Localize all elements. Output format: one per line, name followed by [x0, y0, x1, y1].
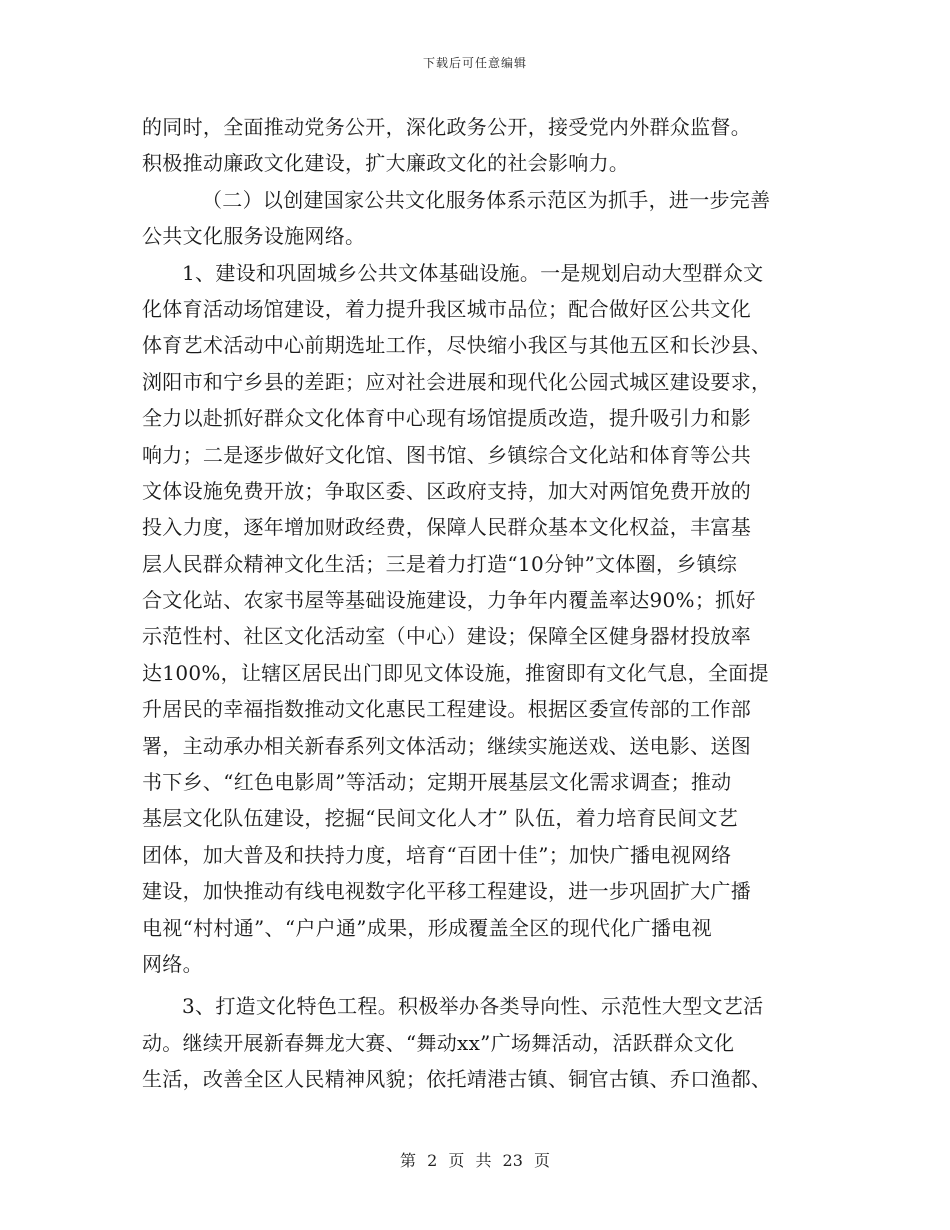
body-line: 达100%，让辖区居民出门即见文体设施，推窗即有文化气息，全面提	[142, 660, 769, 685]
body-line: 示范性村、社区文化活动室（中心）建设；保障全区健身器材投放率	[142, 624, 751, 649]
body-line: 书下乡、“红色电影周”等活动；定期开展基层文化需求调查；推动	[142, 770, 732, 795]
body-line: 文体设施免费开放；争取区委、区政府支持，加大对两馆免费开放的	[142, 478, 751, 503]
section-heading: （二）以创建国家公共文化服务体系示范区为抓手，进一步完善	[202, 187, 771, 212]
body-line: 化体育活动场馆建设，着力提升我区城市品位；配合做好区公共文化	[142, 296, 751, 321]
body-line: 团体，加大普及和扶持力度，培育“百团十佳”；加快广播电视网络	[142, 842, 732, 867]
paragraph-start: 3、打造文化特色工程。积极举办各类导向性、示范性大型文艺活	[182, 994, 764, 1019]
body-line: 积极推动廉政文化建设，扩大廉政文化的社会影响力。	[142, 151, 630, 176]
body-line: 建设，加快推动有线电视数字化平移工程建设，进一步巩固扩大广播	[142, 879, 751, 904]
body-line: 升居民的幸福指数推动文化惠民工程建设。根据区委宣传部的工作部	[142, 697, 751, 722]
body-line: 投入力度，逐年增加财政经费，保障人民群众基本文化权益，丰富基	[142, 515, 751, 540]
body-line: 生活，改善全区人民精神风貌；依托靖港古镇、铜官古镇、乔口渔都、	[142, 1067, 772, 1092]
body-line: 基层文化队伍建设，挖掘“民间文化人才” 队伍，着力培育民间文艺	[142, 806, 739, 831]
body-line: 合文化站、农家书屋等基础设施建设，力争年内覆盖率达90%；抓好	[142, 588, 756, 613]
page-number-footer: 第 2 页 共 23 页	[400, 1151, 550, 1170]
body-line: 全力以赴抓好群众文化体育中心现有场馆提质改造，提升吸引力和影	[142, 406, 751, 431]
body-line: 浏阳市和宁乡县的差距；应对社会进展和现代化公园式城区建设要求，	[142, 369, 772, 394]
page-header: 下载后可任意编辑	[422, 56, 527, 70]
document-body	[142, 109, 812, 1098]
body-line: 网络。	[142, 951, 203, 976]
body-line: 电视“村村通”、“户户通”成果，形成覆盖全区的现代化广播电视	[142, 915, 712, 940]
body-line: 层人民群众精神文化生活；三是着力打造“10分钟”文体圈，乡镇综	[142, 551, 738, 576]
body-line: 的同时，全面推动党务公开，深化政务公开，接受党内外群众监督。	[142, 115, 751, 139]
paragraph-start: 1、建设和巩固城乡公共文体基础设施。一是规划启动大型群众文	[182, 260, 764, 285]
section-heading-cont: 公共文化服务设施网络。	[142, 224, 366, 249]
body-line: 署，主动承办相关新春系列文体活动；继续实施送戏、送电影、送图	[142, 733, 751, 758]
body-line: 动。继续开展新春舞龙大赛、“舞动xx”广场舞活动，活跃群众文化	[142, 1030, 735, 1055]
body-line: 响力；二是逐步做好文化馆、图书馆、乡镇综合文化站和体育等公共	[142, 442, 751, 467]
body-line: 体育艺术活动中心前期选址工作，尽快缩小我区与其他五区和长沙县、	[142, 333, 772, 358]
